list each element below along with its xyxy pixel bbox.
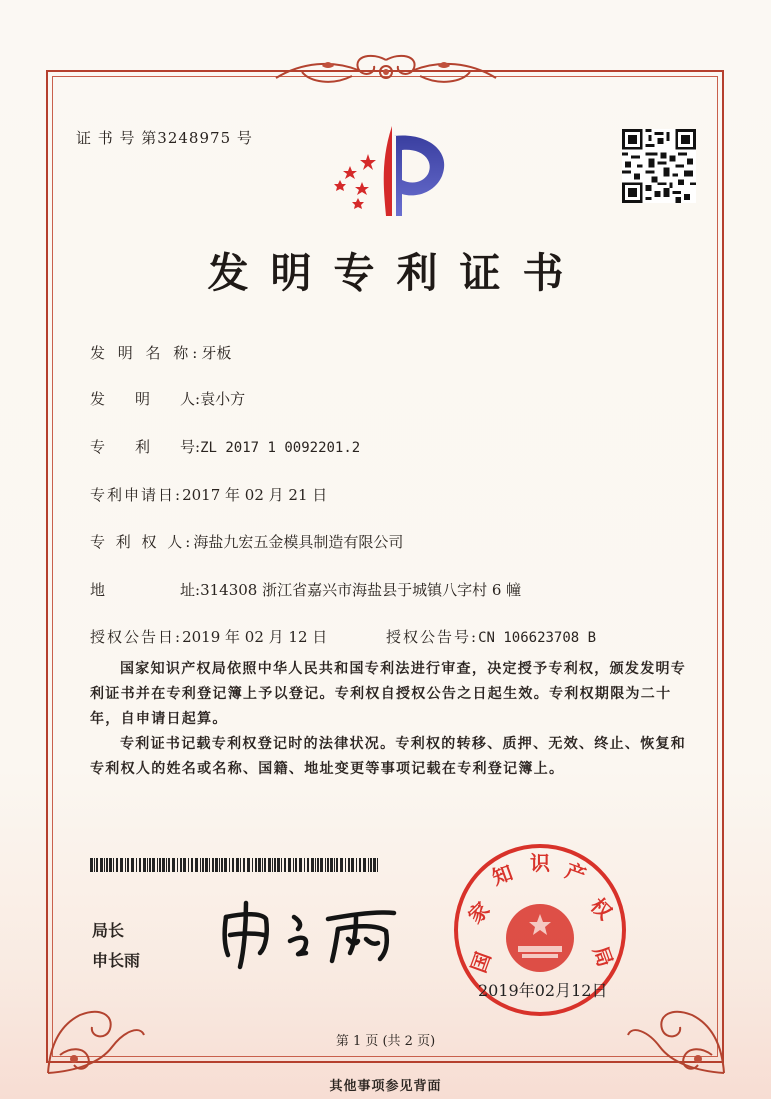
barcode-bar <box>247 858 250 872</box>
barcode-bar <box>109 858 112 872</box>
field-inventor <box>90 388 245 409</box>
barcode-bar <box>90 858 93 872</box>
barcode-bar <box>368 858 369 872</box>
barcode-bar <box>336 858 338 872</box>
field-value: 314308 浙江省嘉兴市海盐县于城镇八字村 6 幢 <box>200 581 522 599</box>
barcode-bar <box>363 858 366 872</box>
field-label: 专 利 号: <box>90 438 201 456</box>
footer-note: 其他事项参见背面 <box>329 1079 442 1094</box>
barcode-bar <box>180 858 182 872</box>
barcode-bar <box>334 858 335 872</box>
official-title: 局长 <box>92 921 125 940</box>
field-label: 授权公告号: <box>386 628 479 646</box>
page-number: 第 1 页 (共 2 页) <box>335 1034 436 1049</box>
barcode-bar <box>166 858 167 872</box>
field-label: 地 址: <box>90 581 201 599</box>
barcode-bar <box>168 858 170 872</box>
barcode-bar <box>215 858 218 872</box>
barcode-bar <box>147 858 148 872</box>
barcode-bar <box>106 858 108 872</box>
barcode-bar <box>377 858 378 872</box>
barcode-bar <box>191 858 193 872</box>
barcode-bar <box>327 858 329 872</box>
barcode-bar <box>232 858 234 872</box>
seal-char-6: 局 <box>588 942 618 970</box>
barcode-bar <box>274 858 276 872</box>
seal-char-3: 识 <box>530 851 550 875</box>
field-value: 牙板 <box>201 344 232 362</box>
barcode-bar <box>272 858 273 872</box>
barcode-bar <box>255 858 257 872</box>
barcode-bar <box>177 858 178 872</box>
barcode-bar <box>221 858 223 872</box>
barcode-bar <box>200 858 201 872</box>
barcode-bar <box>159 858 161 872</box>
field-label: 专 利 权 人: <box>90 533 194 551</box>
barcode-bar <box>359 858 361 872</box>
seal-char-1: 家 <box>463 897 495 929</box>
barcode-bar <box>143 858 146 872</box>
barcode-bar <box>113 858 114 872</box>
barcode-icon <box>90 858 378 872</box>
field-value: 袁小方 <box>200 390 246 408</box>
field-label: 授权公告日: <box>90 628 183 646</box>
paragraph-legal-status: 专利证书记载专利权登记时的法律状况。专利权的转移、质押、无效、终止、恢复和专利权人的姓名或名称、国籍、地址变更等事项记载在专利登记簿上。 <box>90 736 687 777</box>
barcode-bar <box>202 858 204 872</box>
field-grant-number <box>386 626 596 647</box>
barcode-bar <box>311 858 314 872</box>
top-ornament <box>262 52 510 94</box>
barcode-bar <box>157 858 158 872</box>
barcode-bar <box>136 858 137 872</box>
barcode-bar <box>212 858 214 872</box>
barcode-bar <box>370 858 372 872</box>
barcode-bar <box>100 858 103 872</box>
patent-office-logo-icon <box>328 122 452 218</box>
barcode-bar <box>188 858 189 872</box>
field-patent-number <box>90 436 360 457</box>
barcode-bar <box>162 858 165 872</box>
field-invention-name <box>90 342 231 363</box>
barcode-bar <box>317 858 319 872</box>
field-address <box>90 579 521 600</box>
field-label: 发 明 名 称: <box>90 344 202 362</box>
barcode-bar <box>252 858 253 872</box>
barcode-bar <box>116 858 118 872</box>
barcode-bar <box>295 858 297 872</box>
barcode-bar <box>299 858 302 872</box>
barcode-bar <box>229 858 230 872</box>
barcode-bar <box>281 858 282 872</box>
barcode-bar <box>205 858 208 872</box>
barcode-bar <box>240 858 241 872</box>
barcode-bar <box>209 858 210 872</box>
barcode-bar <box>139 858 141 872</box>
barcode-bar <box>104 858 105 872</box>
barcode-bar <box>325 858 326 872</box>
official-name: 申长雨 <box>92 951 141 970</box>
barcode-bar <box>125 858 126 872</box>
barcode-bar <box>288 858 291 872</box>
barcode-bar <box>307 858 309 872</box>
field-patentee <box>90 531 403 552</box>
qr-code-icon <box>622 129 696 203</box>
field-value: 海盐九宏五金模具制造有限公司 <box>193 533 404 551</box>
barcode-bar <box>94 858 95 872</box>
signature-icon <box>210 895 410 970</box>
barcode-bar <box>351 858 354 872</box>
seal-char-5: 权 <box>585 893 617 925</box>
field-value: 2019 年 02 月 12 日 <box>182 628 328 646</box>
barcode-bar <box>258 858 261 872</box>
field-label: 发 明 人: <box>90 390 201 408</box>
barcode-bar <box>293 858 294 872</box>
barcode-bar <box>219 858 220 872</box>
barcode-bar <box>345 858 346 872</box>
certificate-number: 证 书 号 第3248975 号 <box>76 129 253 147</box>
barcode-bar <box>172 858 175 872</box>
barcode-bar <box>262 858 263 872</box>
seal-char-2: 知 <box>488 860 516 890</box>
barcode-bar <box>224 858 227 872</box>
barcode-bar <box>127 858 129 872</box>
barcode-bar <box>315 858 316 872</box>
barcode-bar <box>340 858 343 872</box>
seal-char-4: 产 <box>562 858 590 888</box>
certificate-title: 发明专利证书 <box>207 249 586 297</box>
barcode-bar <box>284 858 286 872</box>
field-label: 专利申请日: <box>90 486 183 504</box>
seal-char-0: 国 <box>466 948 496 976</box>
barcode-bar <box>348 858 350 872</box>
barcode-bar <box>152 858 155 872</box>
field-grant-date <box>90 626 327 647</box>
paragraph-grant-statement: 国家知识产权局依照中华人民共和国专利法进行审查，决定授予专利权，颁发发明专利证书并在专利登记簿上予以登记。专利权自授权公告之日起生效。专利权期限为二十年，自申请日起算。 <box>90 661 687 727</box>
barcode-bar <box>373 858 376 872</box>
barcode-bar <box>304 858 305 872</box>
field-value: CN 106623708 B <box>478 630 597 646</box>
barcode-bar <box>320 858 323 872</box>
barcode-bar <box>277 858 280 872</box>
barcode-bar <box>356 858 357 872</box>
barcode-bar <box>268 858 271 872</box>
field-application-date <box>90 484 327 505</box>
barcode-bar <box>183 858 186 872</box>
barcode-bar <box>330 858 333 872</box>
barcode-bar <box>195 858 198 872</box>
barcode-bar <box>96 858 98 872</box>
barcode-bar <box>236 858 239 872</box>
seal-date: 2019年02月12日 <box>478 981 608 1000</box>
barcode-bar <box>120 858 123 872</box>
field-value: 2017 年 02 月 21 日 <box>182 486 328 504</box>
barcode-bar <box>264 858 266 872</box>
barcode-bar <box>149 858 151 872</box>
barcode-bar <box>243 858 245 872</box>
barcode-bar <box>131 858 134 872</box>
field-value: ZL 2017 1 0092201.2 <box>200 440 361 456</box>
